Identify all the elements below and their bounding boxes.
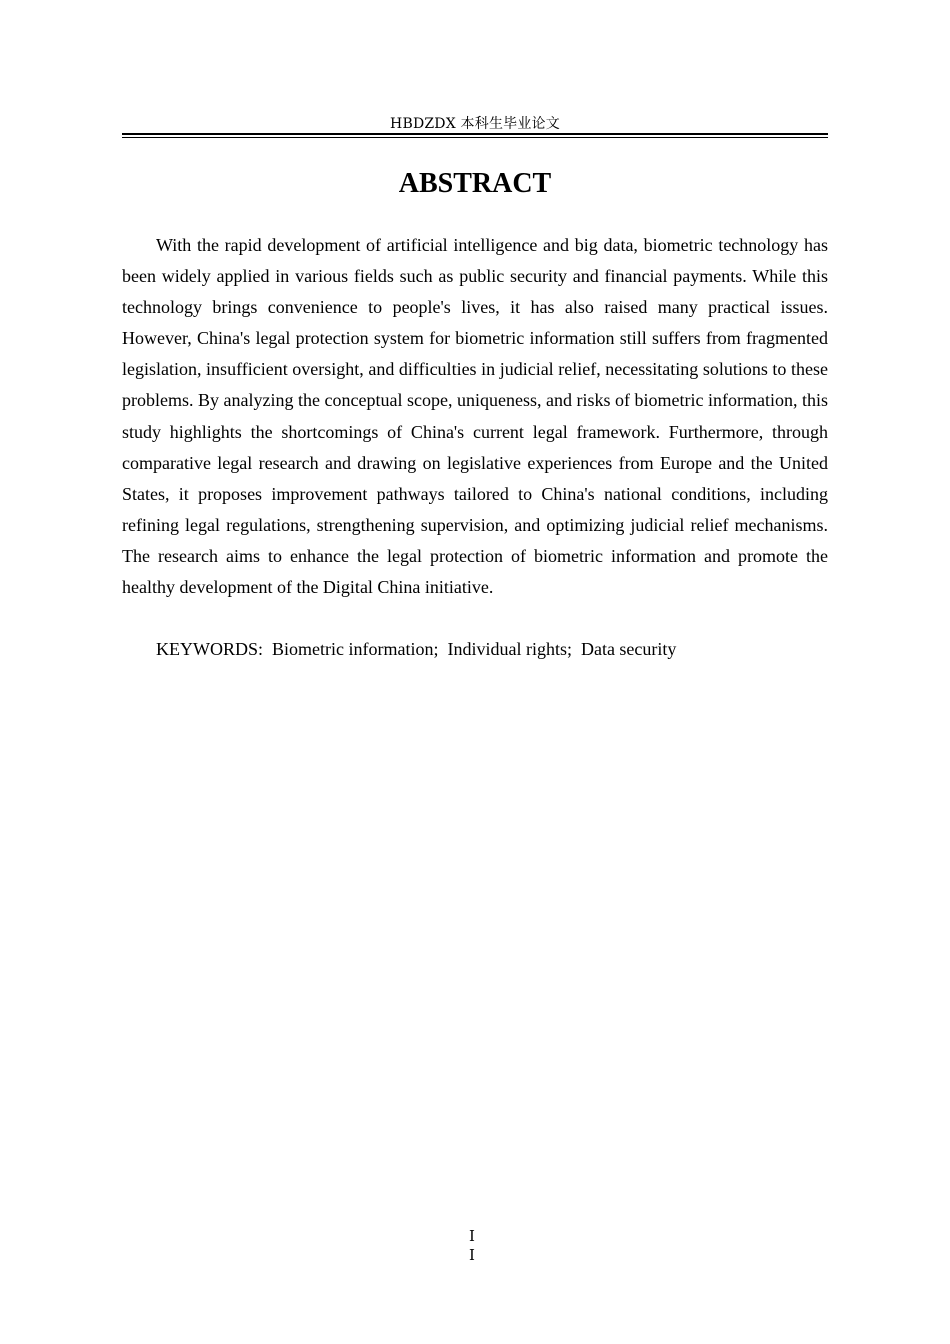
abstract-paragraph: With the rapid development of artificial intelligence and big data, biometric technology has been widely applied in various fields such as public security and financial payments. While this technology brings convenience to people's lives, it has also raised many practical issues. However, China's legal protection system for biometric information still suffers from fragmented legislation, insufficient oversight, and difficulties in judicial relief, necessitating solutions to these problems. By analyzing the conceptual scope, uniqueness, and risks of biometric information, this study highlights the shortcomings of China's current legal framework. Furthermore, through comparative legal research and drawing on legislative experiences from Europe and the United States, it proposes improvement pathways tailored to China's national conditions, including refining legal regulations, strengthening supervision, and optimizing judicial relief mechanisms. The research aims to enhance the legal protection of biometric information and promote the healthy development of the Digital China initiative. xyxy=(122,235,828,598)
page-number xyxy=(455,1227,489,1265)
keywords-line: KEYWORDS: Biometric information; Individual rights; Data security xyxy=(156,639,677,659)
header-double-rule xyxy=(122,133,828,138)
running-header: HBDZDX 本科生毕业论文 xyxy=(390,116,560,132)
page-number-line-2: I xyxy=(469,1246,475,1264)
page-number-line-1: I xyxy=(469,1227,475,1245)
abstract-title: ABSTRACT xyxy=(398,168,552,199)
